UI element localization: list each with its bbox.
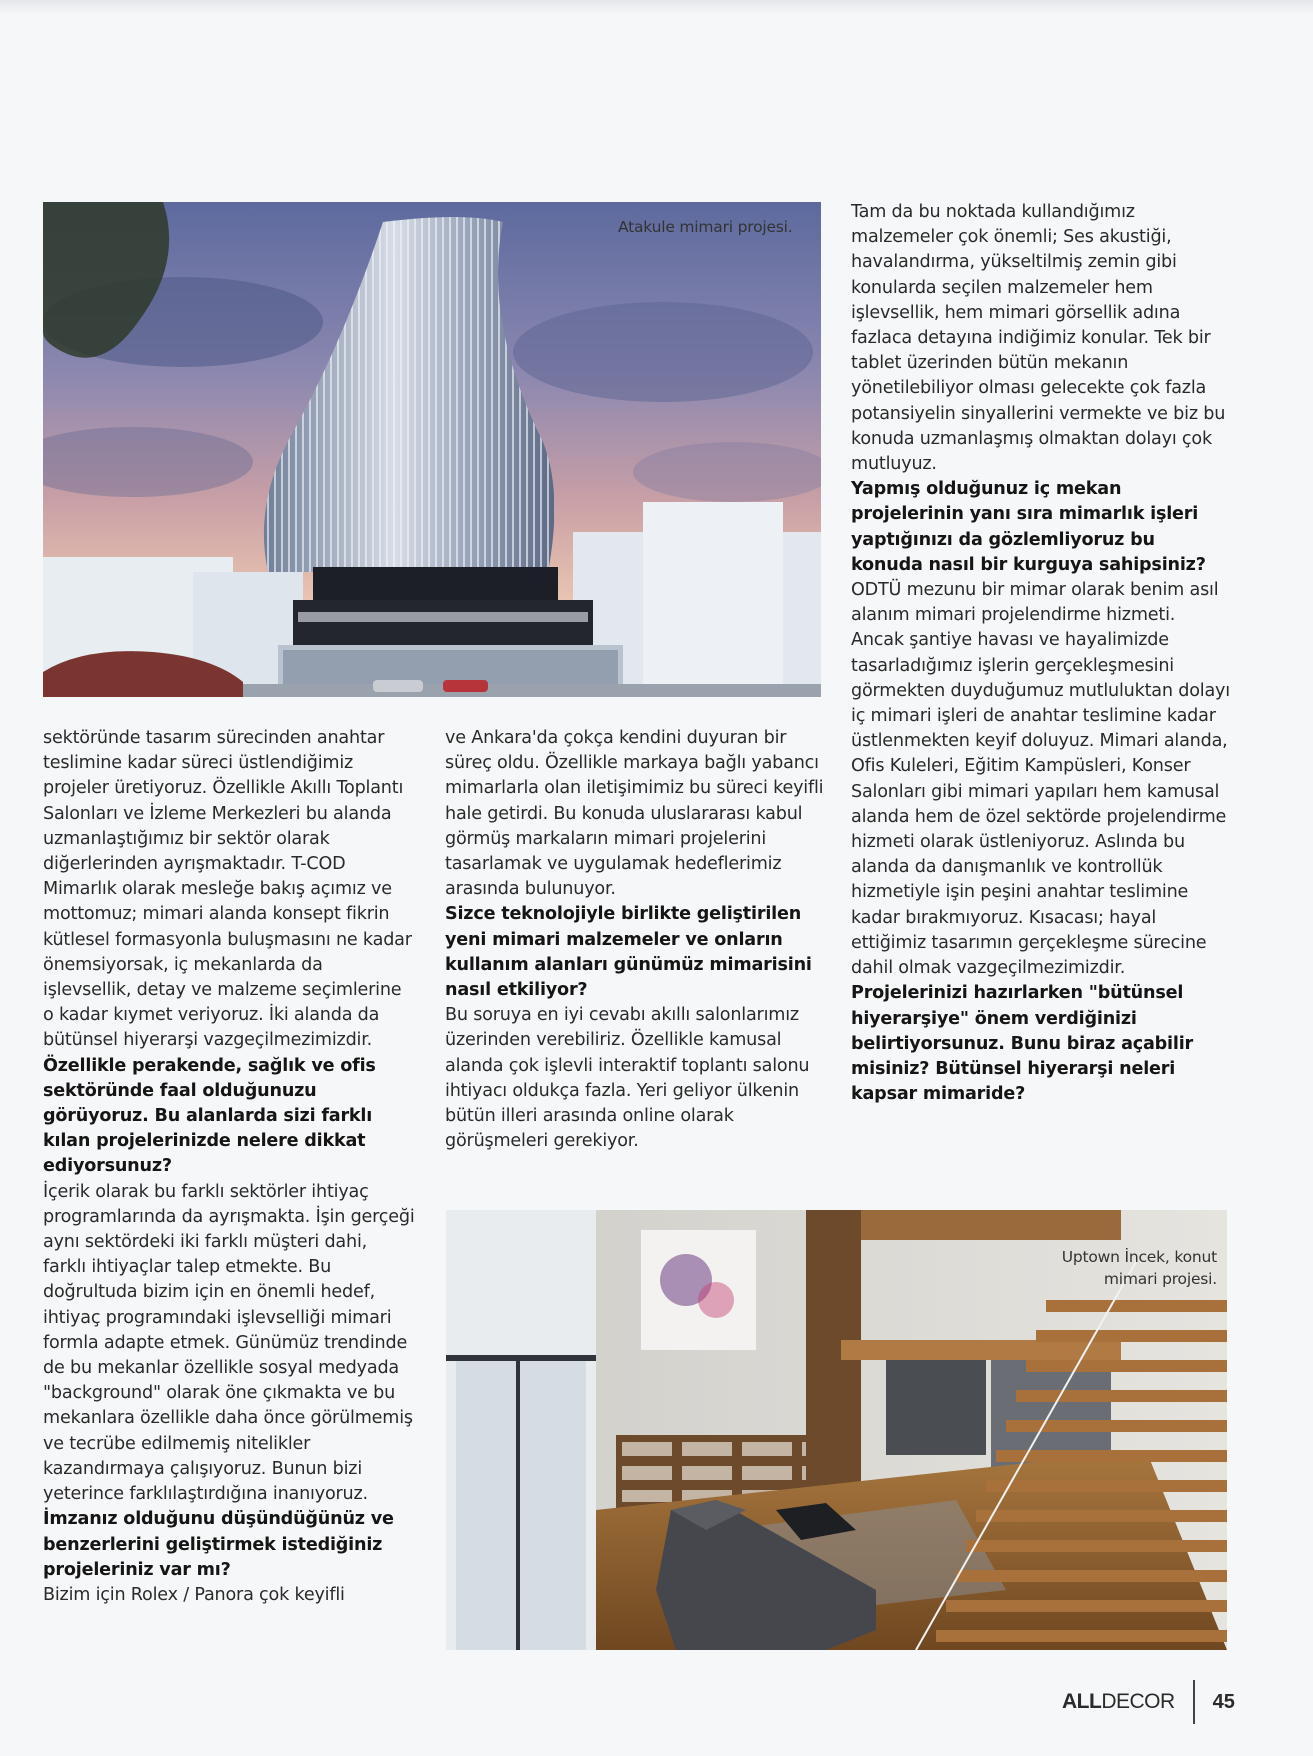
paragraph: Bu soruya en iyi cevabı akıllı salonlarımız üzerinden verebiliriz. Özellikle kamusal alanda çok işlevli interaktif toplantı salonu ihtiyacı oldukça fazla. Yeri geliyor ülkenin bütün illeri arasında online olarak görüşmeleri gerekiyor.: [445, 1005, 810, 1152]
atakule-render-image: [43, 202, 821, 697]
article-column-2: [445, 726, 825, 1154]
paragraph: Tam da bu noktada kullandığımız malzemeler çok önemli; Ses akustiği, havalandırma, yükseltilmiş zemin gibi konularda seçilen malzemeler hem işlevsellik, hem mimari görsellik adına fazlaca detayına indiğimiz konular. Tek bir tablet üzerinden bütün mekanın yönetilebiliyor olması gelecekte çok fazla potansiyelin sinyallerini vermekte ve biz bu konuda uzmanlaşmış olmaktan dolayı çok mutluyuz.: [851, 202, 1226, 475]
page-footer: [1062, 1682, 1235, 1722]
paragraph: İçerik olarak bu farklı sektörler ihtiyaç programlarında da ayrışmakta. İşin gerçeği aynı sektördeki iki farklı müşteri dahi, farklı ihtiyaçlar talep etmekte. Bu doğrultuda bizim için en önemli hedef, ihtiyaç programındaki işlevselliği mimari formla adapte etmek. Günümüz trendinde de bu mekanlar özellikle sosyal medyada "background" olarak öne çıkmakta ve bu mekanlara özellikle daha önce görülmemiş ve tecrübe edilmemiş nitelikler kazandırmaya çalışıyoruz. Bunun bizi yeterince farklılaştırdığına inanıyoruz.: [43, 1181, 415, 1505]
magazine-logo: [1062, 1690, 1175, 1714]
atakule-render-graphic: [43, 202, 821, 697]
article-column-1: [43, 726, 415, 1608]
page-number: 45: [1212, 1690, 1235, 1713]
atakule-image-caption: Atakule mimari projesi.: [618, 218, 793, 236]
article-column-3: [851, 200, 1231, 1107]
footer-divider: [1193, 1680, 1195, 1724]
paragraph: Bizim için Rolex / Panora çok keyifli: [43, 1584, 345, 1605]
interview-question: Özellikle perakende, sağlık ve ofis sektöründe faal olduğunuzu görüyoruz. Bu alanlarda sizi farklı kılan projelerinizde nelere dikkat ediyorsunuz?: [43, 1055, 376, 1177]
interview-question: Sizce teknolojiyle birlikte geliştirilen yeni mimari malzemeler ve onların kullanım alanları günümüz mimarisini nasıl etkiliyor?: [445, 904, 812, 1001]
caption-line-1: Uptown İncek, konut: [1061, 1248, 1217, 1266]
logo-bold-part: ALL: [1062, 1690, 1102, 1713]
logo-regular-part: DECOR: [1101, 1690, 1175, 1713]
paragraph: ODTÜ mezunu bir mimar olarak benim asıl alanım mimari projelendirme hizmeti. Ancak şantiye havası ve hayalimizde tasarladığımız işlerin gerçekleşmesini görmekten duyduğumuz mutluluktan dolayı iç mimari işleri de anahtar teslimine kadar üstlenmekten keyif doluyuz. Mimari alanda, Ofis Kuleleri, Eğitim Kampüsleri, Konser Salonları gibi mimari yapıları hem kamusal alanda hem de özel sektörde projelendirme hizmeti olarak üstleniyoruz. Aslında bu alanda da danışmanlık ve kontrollük hizmetiyle işin peşini anahtar teslimine kadar bırakmıyoruz. Kısacası; hayal ettiğimiz tasarımın gerçekleşme sürecine dahil olmak vazgeçilmezimizdir.: [851, 580, 1230, 979]
interview-question: İmzanız olduğunu düşündüğünüz ve benzerlerini geliştirmek istediğiniz projeleriniz var mı?: [43, 1509, 394, 1580]
interview-question: Yapmış olduğunuz iç mekan projelerinin yanı sıra mimarlık işleri yaptığınızı da gözlemliyoruz bu konuda nasıl bir kurguya sahipsiniz?: [851, 479, 1206, 575]
interview-question: Projelerinizi hazırlarken "bütünsel hiyerarşiye" önem verdiğinizi belirtiyorsunuz. Bunu biraz açabilir misiniz? Bütünsel hiyerarşi neleri kapsar mimaride?: [851, 983, 1194, 1105]
paragraph: sektöründe tasarım sürecinden anahtar teslimine kadar süreci üstlendiğimiz projeler üretiyoruz. Özellikle Akıllı Toplantı Salonları ve İzleme Merkezleri bu alanda uzmanlaştığımız bir sektör olarak diğerlerinden ayrışmaktadır. T-COD Mimarlık olarak mesleğe bakış açımız ve mottomuz; mimari alanda konsept fikrin kütlesel formasyonla buluşmasını ne kadar önemsiyorsak, iç mekanlarda da işlevsellik, detay ve malzeme seçimlerine o kadar kıymet veriyoruz. İki alanda da bütünsel hiyerarşi vazgeçilmezimizdir.: [43, 728, 412, 1051]
uptown-incek-image-caption: [1062, 1246, 1217, 1290]
paragraph: ve Ankara'da çokça kendini duyuran bir süreç oldu. Özellikle markaya bağlı yabancı mimarlarla olan iletişimimiz bu süreci keyifli hale getirdi. Bu konuda uluslararası kabul görmüş markaların mimari projelerini tasarlamak ve uygulamak hedeflerimiz arasında bulunuyor.: [445, 728, 824, 900]
caption-line-2: mimari projesi.: [1103, 1270, 1217, 1288]
page-top-shade: [0, 0, 1313, 14]
